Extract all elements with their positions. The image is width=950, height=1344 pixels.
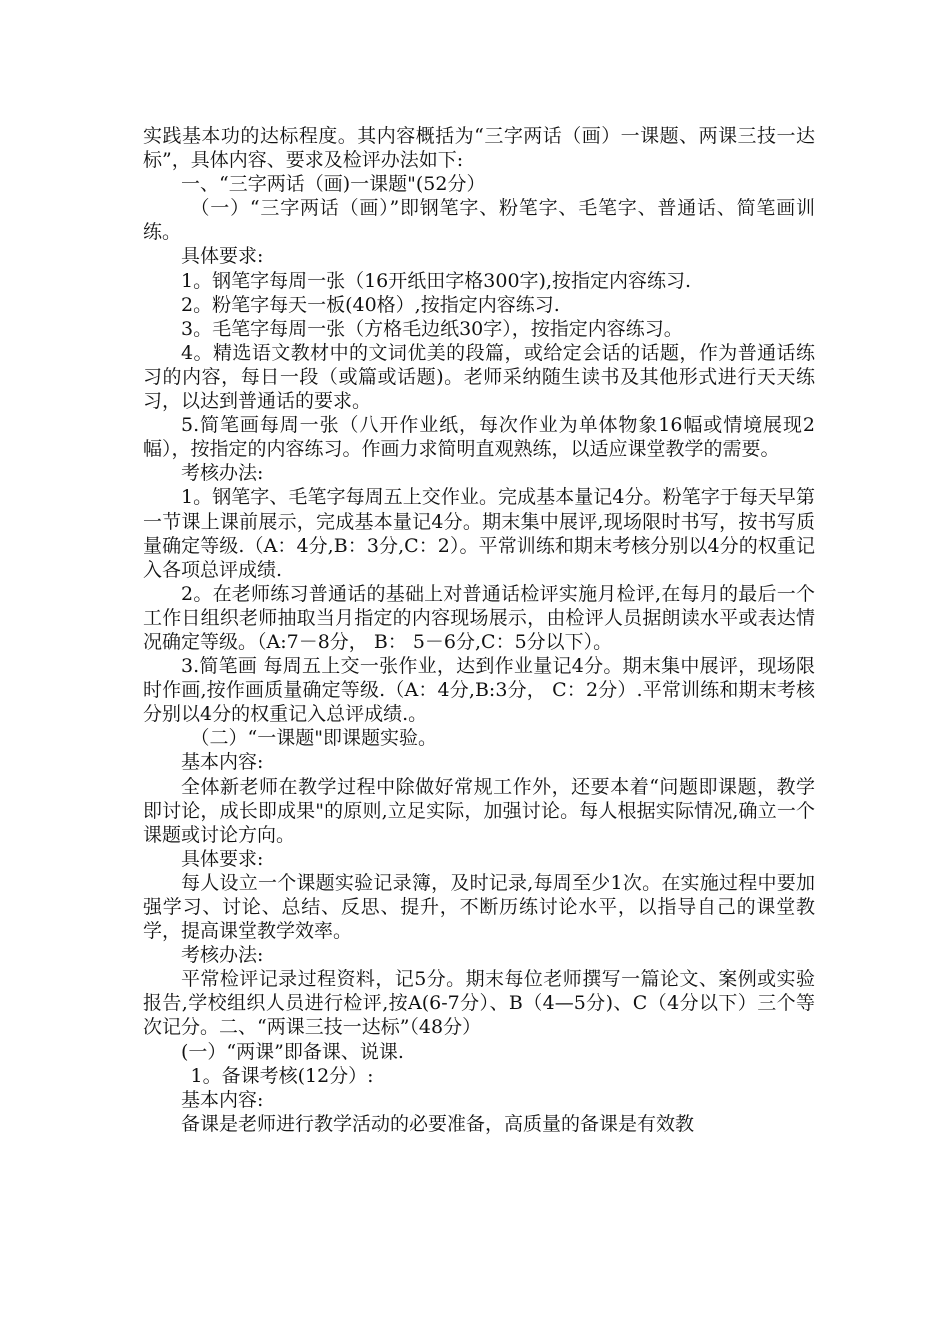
- list-item: 3。毛笔字每周一张（方格毛边纸30字），按指定内容练习。: [181, 317, 683, 340]
- label-requirements: 具体要求:: [181, 245, 264, 268]
- list-item: 5.简笔画每周一张（八开作业纸，每次作业为单体物象16幅或情境展现2幅），按指定的内容练习。作画力求简明直观熟练，以适应课堂教学的需要。: [143, 414, 815, 461]
- label-basic-content: 基本内容:: [181, 1088, 264, 1111]
- subsection-heading: （二）“一课题"即课题实验。: [190, 727, 437, 750]
- paragraph: 每人设立一个课题实验记录簿，及时记录,每周至少1次。在实施过程中要加强学习、讨论、总结、反思、提升，不断历练讨论水平，以指导自己的课堂教学，提高课堂教学效率。: [143, 871, 815, 943]
- subsection-heading: （一）“三字两话（画）”即钢笔字、粉笔字、毛笔字、普通话、简笔画训练。: [143, 197, 815, 244]
- subsection-heading: (一）“两课”即备课、说课.: [181, 1040, 404, 1063]
- label-assessment: 考核办法:: [181, 944, 264, 967]
- label-assessment: 考核办法:: [181, 462, 264, 485]
- list-item: 1。钢笔字、毛笔字每周五上交作业。完成基本量记4分。粉笔字于每天早第一节课上课前展示，完成基本量记4分。期末集中展评,现场限时书写，按书写质量确定等级.（A：4分,B：3分,C：2）。平常训练和期末考核分别以4分的权重记入各项总评成绩.: [143, 486, 815, 581]
- paragraph: 实践基本功的达标程度。其内容概括为“三字两话（画）一课题、两课三技一达标”，具体内容、要求及检评办法如下:: [143, 125, 815, 172]
- list-item: 4。精选语文教材中的文词优美的段篇，或给定会话的话题，作为普通话练习的内容，每日一段（或篇或话题)。老师采纳随生读书及其他形式进行天天练习，以达到普通话的要求。: [143, 341, 815, 413]
- label-basic-content: 基本内容:: [181, 751, 264, 774]
- list-item: 2。粉笔字每天一板(40格）,按指定内容练习.: [181, 293, 560, 316]
- label-requirements: 具体要求:: [181, 847, 264, 870]
- list-item: 2。在老师练习普通话的基础上对普通话检评实施月检评,在每月的最后一个工作日组织老师抽取当月指定的内容现场展示，由检评人员据朗读水平或表达情况确定等级。（A:7－8分， B： 5－6分,C：5分以下）。: [143, 582, 815, 653]
- list-item: 1。钢笔字每周一张（16开纸田字格300字),按指定内容练习.: [181, 269, 692, 292]
- paragraph: 平常检评记录过程资料，记5分。期末每位老师撰写一篇论文、案例或实验报告,学校组织人员进行检评,按A(6-7分）、B（4—5分)、C（4分以下）三个等次记分。二、“两课三技一达标”（48分）: [143, 968, 815, 1039]
- list-item: 3.简笔画 每周五上交一张作业，达到作业量记4分。期末集中展评，现场限时作画,按作画质量确定等级.（A：4分,B:3分， C：2分）.平常训练和期末考核分别以4分的权重记入总评成绩.。: [143, 655, 815, 726]
- paragraph: 备课是老师进行教学活动的必要准备，高质量的备课是有效教: [181, 1112, 695, 1135]
- list-item: 1。备课考核(12分）:: [190, 1064, 374, 1087]
- paragraph: 全体新老师在教学过程中除做好常规工作外，还要本着“问题即课题，教学即讨论，成长即成果"的原则,立足实际，加强讨论。每人根据实际情况,确立一个课题或讨论方向。: [143, 775, 815, 846]
- document-body: [143, 124, 815, 1136]
- section-heading: 一、“三字两话（画)一课题"(52分）: [181, 173, 486, 196]
